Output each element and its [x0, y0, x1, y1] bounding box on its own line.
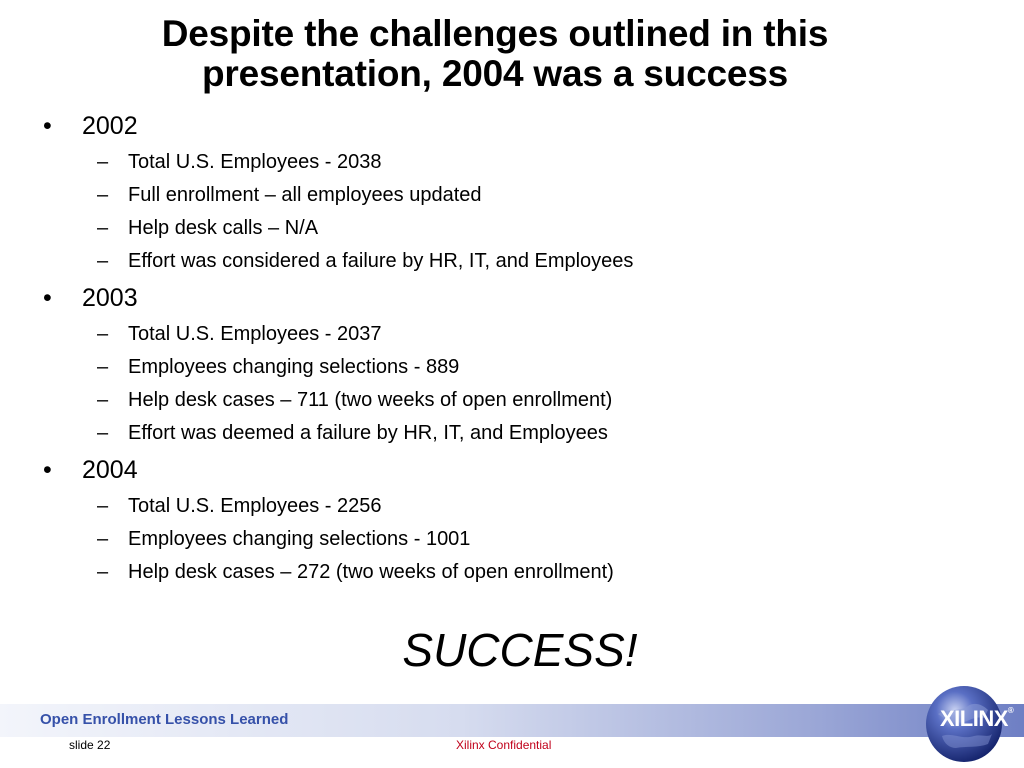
sub-bullet-item — [0, 490, 1024, 523]
bullet-item-2002 — [0, 106, 1024, 146]
dash-icon: – — [97, 151, 109, 173]
sub-bullet-label: Help desk cases – 272 (two weeks of open enrollment) — [128, 561, 614, 583]
sub-bullet-item — [0, 556, 1024, 589]
sub-bullet-item — [0, 146, 1024, 179]
dash-icon: – — [97, 389, 109, 411]
sub-bullet-item — [0, 523, 1024, 556]
bullet-icon: • — [43, 284, 52, 312]
sub-bullet-label: Help desk calls – N/A — [128, 217, 319, 239]
bullet-icon: • — [43, 456, 52, 484]
sub-bullet-item — [0, 318, 1024, 351]
xilinx-logo — [940, 706, 1013, 732]
dash-icon: – — [97, 250, 109, 272]
title-line-1: Despite the challenges outlined in this — [161, 13, 829, 54]
sub-bullet-item — [0, 179, 1024, 212]
bullet-year-label: 2003 — [82, 284, 138, 312]
title-line-2: presentation, 2004 was a success — [202, 53, 788, 94]
registered-mark: ® — [1007, 706, 1014, 715]
footer-title: Open Enrollment Lessons Learned — [40, 711, 289, 728]
sub-bullet-item — [0, 212, 1024, 245]
dash-icon: – — [97, 184, 109, 206]
sub-bullet-label: Total U.S. Employees - 2038 — [128, 151, 382, 173]
dash-icon: – — [97, 528, 109, 550]
sub-bullet-label: Effort was deemed a failure by HR, IT, and Employees — [128, 422, 608, 444]
sub-bullet-label: Employees changing selections - 1001 — [128, 528, 471, 550]
dash-icon: – — [97, 422, 109, 444]
bullet-year-label: 2002 — [82, 112, 138, 140]
sub-bullet-item — [0, 245, 1024, 278]
sub-bullet-label: Full enrollment – all employees updated — [128, 184, 482, 206]
dash-icon: – — [97, 217, 109, 239]
dash-icon: – — [97, 561, 109, 583]
bullet-item-2003 — [0, 278, 1024, 318]
sub-bullet-label: Effort was considered a failure by HR, IT, and Employees — [128, 250, 634, 272]
sub-bullet-item — [0, 417, 1024, 450]
success-text: SUCCESS! — [402, 624, 638, 676]
sub-bullet-item — [0, 384, 1024, 417]
sub-bullet-label: Help desk cases – 711 (two weeks of open enrollment) — [128, 389, 613, 411]
bullet-year-label: 2004 — [82, 456, 138, 484]
dash-icon: – — [97, 356, 109, 378]
sub-bullet-label: Total U.S. Employees - 2256 — [128, 495, 382, 517]
slide-content — [0, 106, 1024, 589]
dash-icon: – — [97, 323, 109, 345]
sub-bullet-label: Employees changing selections - 889 — [128, 356, 460, 378]
slide-title — [0, 14, 990, 94]
bullet-item-2004 — [0, 450, 1024, 490]
bullet-icon: • — [43, 112, 52, 140]
dash-icon: – — [97, 495, 109, 517]
slide-number: slide 22 — [69, 738, 111, 752]
confidential-label: Xilinx Confidential — [456, 738, 552, 752]
xilinx-logo-text: XILINX — [940, 706, 1008, 731]
sub-bullet-label: Total U.S. Employees - 2037 — [128, 323, 382, 345]
sub-bullet-item — [0, 351, 1024, 384]
